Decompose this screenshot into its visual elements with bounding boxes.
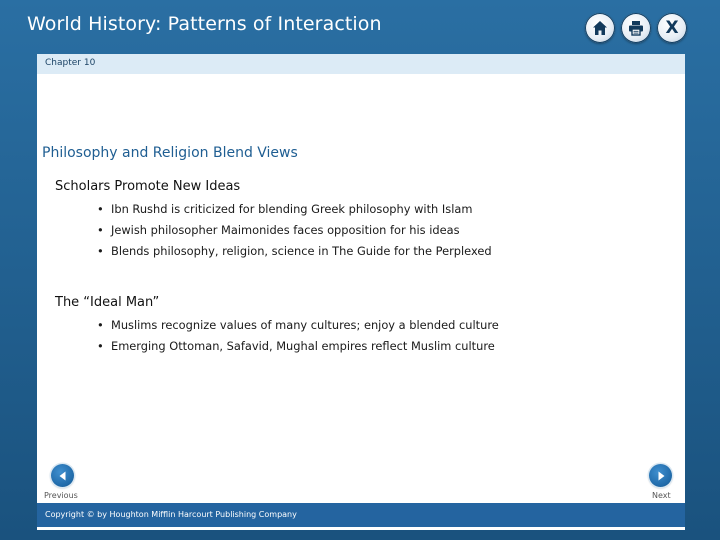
close-button[interactable] — [657, 13, 687, 43]
bullet-item — [97, 241, 492, 262]
bullet-text: Jewish philosopher Maimonides faces opposition for his ideas — [111, 223, 460, 237]
print-icon — [627, 19, 645, 37]
bullet-item — [97, 199, 492, 220]
section-heading: Scholars Promote New Ideas — [55, 179, 241, 194]
close-icon: X — [665, 17, 679, 38]
arrow-left-icon — [57, 470, 69, 482]
app-title: World History: Patterns of Interaction — [27, 13, 382, 35]
bullet-list — [97, 199, 492, 262]
chapter-bar — [37, 54, 685, 74]
print-button[interactable] — [621, 13, 651, 43]
arrow-right-icon — [655, 470, 667, 482]
next-label[interactable]: Next — [652, 491, 671, 500]
bullet-glyph: • — [97, 339, 104, 353]
section-heading: The “Ideal Man” — [55, 295, 160, 310]
previous-button[interactable] — [51, 464, 74, 487]
bullet-item — [97, 315, 499, 336]
bullet-text: Blends philosophy, religion, science in The Guide for the Perplexed — [111, 244, 492, 258]
bullet-glyph: • — [97, 318, 104, 332]
bullet-list — [97, 315, 499, 357]
bullet-glyph: • — [97, 223, 104, 237]
slide-panel — [37, 54, 685, 530]
next-button[interactable] — [649, 464, 672, 487]
previous-label[interactable]: Previous — [44, 491, 78, 500]
bullet-text: Ibn Rushd is criticized for blending Greek philosophy with Islam — [111, 202, 473, 216]
slide-title: Philosophy and Religion Blend Views — [42, 145, 298, 161]
bullet-text: Muslims recognize values of many cultures; enjoy a blended culture — [111, 318, 499, 332]
footer-bar — [37, 503, 685, 527]
home-icon — [591, 19, 609, 37]
bullet-item — [97, 336, 499, 357]
chapter-label: Chapter 10 — [45, 58, 96, 68]
bullet-text: Emerging Ottoman, Safavid, Mughal empires reflect Muslim culture — [111, 339, 495, 353]
home-button[interactable] — [585, 13, 615, 43]
bullet-glyph: • — [97, 244, 104, 258]
bullet-glyph: • — [97, 202, 104, 216]
bullet-item — [97, 220, 492, 241]
copyright-text: Copyright © by Houghton Mifflin Harcourt Publishing Company — [45, 510, 297, 519]
